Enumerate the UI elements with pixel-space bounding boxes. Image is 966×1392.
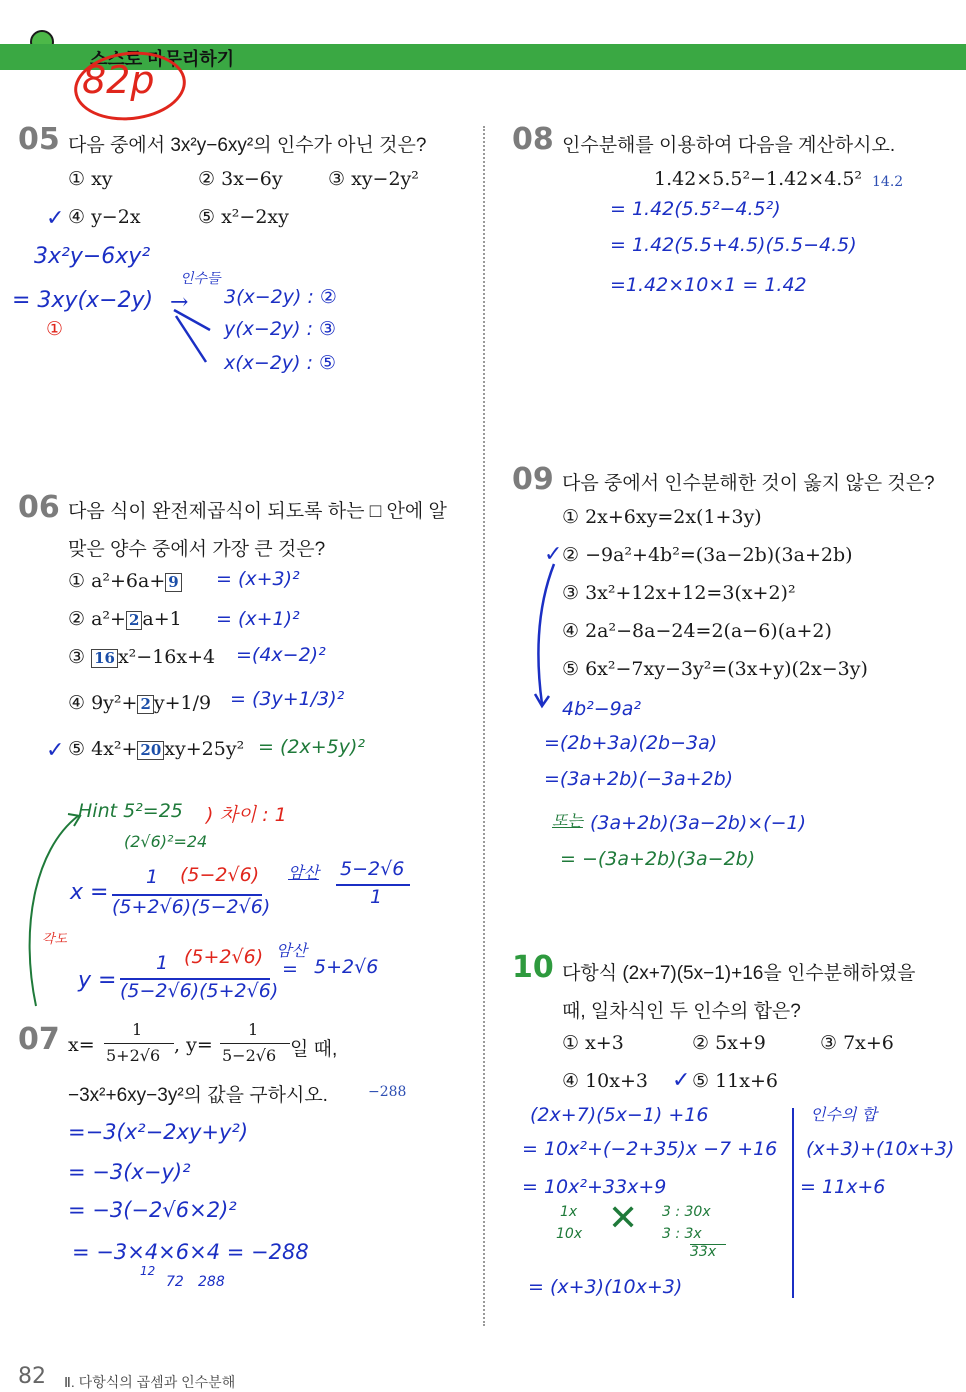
q05-opt5: ⑤ x²−2xy — [198, 206, 289, 228]
q10-side-divider — [792, 1108, 794, 1298]
q09-text: 다음 중에서 인수분해한 것이 옳지 않은 것은? — [562, 473, 935, 494]
q07-hand4: = −3×4×6×4 = −288 — [72, 1240, 309, 1264]
q06-y-den: (5−2√6)(5+2√6) — [120, 980, 279, 1002]
q05-text: 다음 중에서 3x²y−6xy²의 인수가 아닌 것은? — [68, 135, 427, 156]
q06-y-num: 1 — [156, 952, 169, 974]
q06-number: 06 — [18, 490, 60, 525]
q07-scratch2: 72 — [166, 1274, 184, 1290]
q10-cross2: 10x — [556, 1226, 583, 1242]
q10-cross3: 3 : 30x — [662, 1204, 711, 1220]
q06-opt2: ② a²+ 2 a+1 — [68, 608, 182, 630]
q05-number: 05 — [18, 122, 60, 157]
q06-y-mult: (5+2√6) — [184, 946, 264, 968]
q09-opt4: ④ 2a²−8a−24=2(a−6)(a+2) — [562, 620, 832, 642]
q05-opt3: ③ xy−2y² — [328, 168, 419, 190]
q06-text2: 맞은 양수 중에서 가장 큰 것은? — [68, 539, 326, 560]
q05-hand-factor2: y(x−2y) : ③ — [224, 318, 337, 340]
q09-hand3: =(3a+2b)(−3a+2b) — [544, 768, 734, 790]
q07-y-num: 1 — [248, 1020, 259, 1039]
arrow-icon: → — [170, 290, 189, 315]
check-mark-icon: ✓ — [544, 542, 563, 567]
q06-x-mult: (5−2√6) — [180, 864, 260, 886]
q06-hint-arrow — [14, 810, 84, 1010]
q10-opt3: ③ 7x+6 — [820, 1032, 894, 1054]
q09-opt3: ③ 3x²+12x+12=3(x+2)² — [562, 582, 796, 604]
q10-number: 10 — [512, 950, 554, 985]
q06-opt1: ① a²+6a+ 9 — [68, 570, 182, 592]
q09-opt5: ⑤ 6x²−7xy−3y²=(3x+y)(2x−3y) — [562, 658, 868, 680]
q06-hint3: ) 차이 : 1 — [206, 804, 287, 826]
q05-opt4: ④ y−2x — [68, 206, 141, 228]
q09-arrow — [530, 560, 560, 710]
q06-opt2-hand: = (x+1)² — [216, 608, 300, 630]
q06-x-label: x = — [70, 880, 109, 905]
q07-scratch1: 12 — [140, 1264, 156, 1278]
q06-x-result-den: 1 — [370, 886, 383, 908]
q07-hand3: = −3(−2√6×2)² — [68, 1198, 237, 1222]
q06-x-num: 1 — [146, 866, 159, 888]
q06-swap-label: 각도 — [42, 932, 68, 947]
q06-y-eq: = — [282, 958, 298, 980]
q10-side1: 인수의 합 — [810, 1105, 877, 1124]
header-title: 스스로 마무리하기 — [90, 49, 235, 69]
q10-hand1: (2x+7)(5x−1) +16 — [530, 1104, 709, 1126]
footer-page-number: 82 — [18, 1364, 46, 1389]
q05-hand-circle1: ① — [46, 318, 64, 340]
q06-opt4-hand: = (3y+1/3)² — [230, 688, 345, 710]
q06-x-note: 암산 — [288, 863, 319, 882]
q10-hand4: = (x+3)(10x+3) — [528, 1276, 683, 1298]
q09-hand1: 4b²−9a² — [562, 698, 642, 720]
q10-opt4: ④ 10x+3 — [562, 1070, 648, 1092]
q10-cross-icon: ✕ — [608, 1198, 639, 1239]
q07-y-label: , y= — [174, 1034, 213, 1056]
q10-cross1: 1x — [560, 1204, 578, 1220]
q10-cross4: 3 : 3x — [662, 1226, 702, 1242]
q08-hand1: = 1.42(5.5²−4.5²) — [610, 198, 781, 220]
check-mark-icon: ✓ — [46, 738, 65, 763]
q10-side2: (x+3)+(10x+3) — [806, 1138, 955, 1160]
q09-opt1: ① 2x+6xy=2x(1+3y) — [562, 506, 762, 528]
q06-hint2: (2√6)²=24 — [124, 832, 208, 851]
q07-y-bar — [220, 1043, 290, 1044]
q06-opt4: ④ 9y²+ 2 y+1/9 — [68, 692, 212, 714]
q09-hand2: =(2b+3a)(2b−3a) — [544, 732, 718, 754]
q06-opt5: ⑤ 4x²+ 20 xy+25y² — [68, 738, 245, 760]
q08-text: 인수분해를 이용하여 다음을 계산하시오. — [562, 135, 896, 156]
q07-x-bar — [104, 1043, 174, 1044]
q09-hand-green1: 또는 — [552, 811, 583, 830]
q10-opt5: ⑤ 11x+6 — [692, 1070, 778, 1092]
q10-opt2: ② 5x+9 — [692, 1032, 766, 1054]
q09-number: 09 — [512, 462, 554, 497]
check-mark-icon: ✓ — [46, 206, 65, 231]
q05-opt1: ① xy — [68, 168, 113, 190]
check-mark-icon: ✓ — [672, 1068, 691, 1093]
column-divider — [483, 126, 485, 1326]
q07-line2: −3x²+6xy−3y²의 값을 구하시오. — [68, 1085, 328, 1106]
q09-hand-green2: (3a+2b)(3a−2b)×(−1) — [590, 812, 807, 834]
q06-opt5-hand: = (2x+5y)² — [258, 736, 365, 758]
q07-x-den: 5+2√6 — [106, 1046, 161, 1065]
q08-number: 08 — [512, 122, 554, 157]
q06-y-result: 5+2√6 — [314, 956, 379, 978]
q10-side3: = 11x+6 — [800, 1176, 886, 1198]
q06-y-label: y = — [78, 968, 117, 993]
q09-hand-green3: = −(3a+2b)(3a−2b) — [560, 848, 756, 870]
q06-opt3-hand: =(4x−2)² — [236, 644, 326, 666]
q06-y-note: 암산 — [276, 941, 307, 960]
q10-cross5: 33x — [690, 1244, 717, 1260]
q07-y-den: 5−2√6 — [222, 1046, 277, 1065]
q06-text1: 다음 식이 완전제곱식이 되도록 하는 □ 안에 알 — [68, 501, 447, 522]
q07-line1-end: 일 때, — [290, 1039, 338, 1060]
q07-scratch3: 288 — [198, 1274, 225, 1290]
q06-hint1: Hint 5²=25 — [78, 800, 183, 822]
q10-text2: 때, 일차식인 두 인수의 합은? — [562, 1001, 801, 1022]
q08-hand2: = 1.42(5.5+4.5)(5.5−4.5) — [610, 234, 857, 256]
q09-opt2: ② −9a²+4b²=(3a−2b)(3a+2b) — [562, 544, 853, 566]
q06-x-den: (5+2√6)(5−2√6) — [112, 896, 271, 918]
q07-x-label: x= — [68, 1034, 95, 1056]
q05-hand-factor3: x(x−2y) : ⑤ — [224, 352, 337, 374]
q07-x-num: 1 — [132, 1020, 143, 1039]
q10-hand2: = 10x²+(−2+35)x −7 +16 — [522, 1138, 778, 1160]
q05-hand-line1: 3x²y−6xy² — [34, 244, 151, 269]
q06-opt1-hand: = (x+3)² — [216, 568, 300, 590]
q05-arrows — [170, 300, 230, 370]
q05-hand-label: 인수들 — [180, 271, 221, 287]
q07-number: 07 — [18, 1022, 60, 1057]
q10-opt1: ① x+3 — [562, 1032, 624, 1054]
q08-answer: 14.2 — [872, 174, 904, 190]
q07-hand1: =−3(x²−2xy+y²) — [68, 1120, 249, 1144]
page-note: 82p — [82, 58, 155, 102]
q05-hand-factor1: 3(x−2y) : ② — [224, 286, 337, 308]
footer-chapter: Ⅱ. 다항식의 곱셈과 인수분해 — [64, 1374, 236, 1390]
q05-opt2: ② 3x−6y — [198, 168, 283, 190]
q06-opt3: ③ 16 x²−16x+4 — [68, 646, 216, 668]
q06-x-result: 5−2√6 — [340, 858, 405, 880]
q10-text1: 다항식 (2x+7)(5x−1)+16을 인수분해하였을 — [562, 963, 916, 984]
q07-answer: −288 — [368, 1084, 407, 1100]
q10-hand3: = 10x²+33x+9 — [522, 1176, 667, 1198]
q08-expr: 1.42×5.5²−1.42×4.5² — [654, 168, 863, 190]
q08-hand3: =1.42×10×1 = 1.42 — [610, 274, 807, 296]
q07-hand2: = −3(x−y)² — [68, 1160, 191, 1184]
q05-hand-line2: = 3xy(x−2y) — [12, 288, 154, 313]
